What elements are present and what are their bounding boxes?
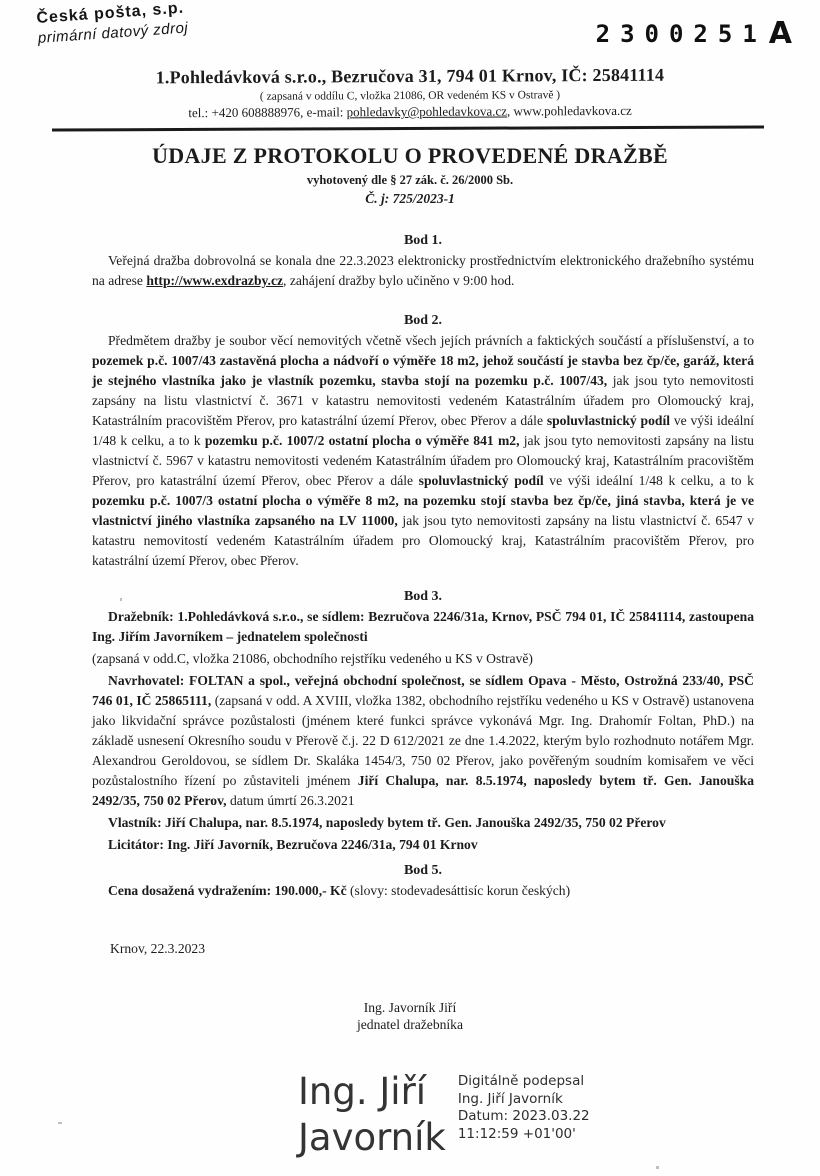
text-run: Dražebník: 1.Pohledávková s.r.o., se sídlem: Bezručova 2246/31a, Krnov, PSČ 794 01, IČ 25841114, zastoupena Ing. Jiřím Javorníkem – jednatelem společnosti <box>92 609 754 644</box>
text-run: (slovy: stodevadesáttisíc korun českých) <box>346 883 571 898</box>
text-run: pozemku p.č. 1007/3 ostatní plocha o výměře 8 m2, na pozemku stojí stavba bez čp/če, jiná stavba, která je ve vlastnictví jiného vlastníka zapsaného na LV 11000, <box>92 493 754 528</box>
signature-detail-line1: Digitálně podepsal <box>457 1073 585 1089</box>
text-run: ve výši ideální 1/48 k celku, a to k <box>543 473 754 488</box>
text-run: jak jsou tyto nemovitosti zapsány na listu vlastnictví č. 5967 v katastru nemovitosti vedeném Katastrálním úřadem pro Olomoucký kraj, Katastrálním pracovištěm Přerov, pro katastrální území Přerov, obec Přerov a dále <box>92 433 754 488</box>
header-divider-rule <box>52 125 764 131</box>
page-top-row <box>0 0 820 62</box>
letterhead-contact-line <box>0 102 820 122</box>
text-run: , zahájení dražby bylo učiněno v 9:00 hod. <box>283 273 515 288</box>
text-run: Navrhovatel: FOLTAN a spol., veřejná obchodní společnost, se sídlem Opava - Město, Ostrožná 233/40, PSČ 746 01, IČ 25865111, <box>92 673 754 708</box>
text-run: Cena dosažená vydražením: 190.000,- Kč <box>108 883 347 898</box>
document-title: ÚDAJE Z PROTOKOLU O PROVEDENÉ DRAŽBĚ <box>152 143 668 168</box>
scan-artifact-speck <box>58 1122 62 1124</box>
text-run: pozemek p.č. 1007/43 zastavěná plocha a nádvoří o výměře 18 m2, jehož součástí je stavba bez čp/če, garáž, která je stejného vlastníka jako je vlastník pozemku, stavba stojí na pozemku p.č. 1007/43, <box>92 353 754 388</box>
title-block <box>0 143 820 207</box>
postal-stamp-line1: Česká pošta, s.p. <box>36 0 185 27</box>
section-heading-bod1: Bod 1. <box>403 233 443 248</box>
text-run: spoluvlastnický podíl <box>546 413 671 428</box>
text-run: http://www.exdrazby.cz <box>146 273 284 288</box>
document-subtitle: vyhotovený dle § 27 zák. č. 26/2000 Sb. <box>306 173 514 187</box>
text-run: (zapsaná v odd.C, vložka 21086, obchodního rejstříku vedeného u KS v Ostravě) <box>92 651 533 666</box>
place-and-date: Krnov, 22.3.2023 <box>110 941 206 956</box>
reference-number: Č. j: 725/2023-1 <box>365 191 455 206</box>
paragraph-vlastnik <box>92 813 754 833</box>
document-number-digits: 2300251 <box>595 19 767 48</box>
postal-provider-stamp <box>36 0 189 47</box>
signer-block <box>0 999 820 1033</box>
section-heading-bod2: Bod 2. <box>403 313 443 328</box>
text-run: tel.: +420 608888976, e-mail: <box>188 104 347 121</box>
letterhead <box>0 64 820 122</box>
paragraph-drazebnik <box>92 607 754 647</box>
signature-detail-line2: Ing. Jiří Javorník <box>457 1090 563 1107</box>
signature-detail-line3: Datum: 2023.03.22 <box>457 1108 590 1124</box>
section-heading-bod3: Bod 3. <box>403 589 443 604</box>
text-run: Jiří Chalupa, nar. 8.5.1974, naposledy bytem tř. Gen. Janouška 2492/35, 750 02 Přerov, <box>92 773 754 808</box>
digital-signature-name <box>298 1069 446 1161</box>
digital-signature-details <box>458 1073 590 1143</box>
postal-stamp-line2: primární datový zdroj <box>37 19 189 47</box>
signer-role: jednatel dražebníka <box>356 1017 464 1032</box>
text-run: Předmětem dražby je soubor věcí nemovitých včetně všech jejích právních a faktických součástí a příslušenství, a to <box>108 333 754 348</box>
paragraph-bod2 <box>92 331 754 571</box>
text-run: jak jsou tyto nemovitosti zapsány na listu vlastnictví č. 3671 v katastru nemovitosti vedeném Katastrálním úřadem pro Olomoucký kraj, Katastrálním pracovištěm Přerov, pro katastrální území Přerov, obec Přerov a dále <box>92 373 755 428</box>
text-run: spoluvlastnický podíl <box>418 473 544 488</box>
section-heading-bod5: Bod 5. <box>403 863 443 878</box>
text-run: pozemku p.č. 1007/2 ostatní plocha o výměře 841 m2, <box>204 433 520 448</box>
paragraph-licitator <box>92 835 754 855</box>
text-run: datum úmrtí 26.3.2021 <box>226 793 355 808</box>
letterhead-registry-line: ( zapsaná v oddílu C, vložka 21086, OR vedeném KS v Ostravě ) <box>259 89 561 103</box>
scan-artifact-speck <box>120 598 122 601</box>
paragraph-drazebnik-note <box>92 649 754 669</box>
paragraph-cena <box>92 881 754 901</box>
text-run: Veřejná dražba dobrovolná se konala dne 22.3.2023 elektronicky prostřednictvím elektronického dražebního systému na adrese <box>92 253 754 288</box>
text-run: Vlastník: Jiří Chalupa, nar. 8.5.1974, naposledy bytem tř. Gen. Janouška 2492/35, 750 02 Přerov <box>108 815 666 830</box>
paragraph-navrhovatel <box>92 671 754 811</box>
scan-artifact-speck <box>656 1166 659 1169</box>
signer-name: Ing. Javorník Jiří <box>363 1000 457 1015</box>
text-run: Licitátor: Ing. Jiří Javorník, Bezručova 2246/31a, 794 01 Krnov <box>108 837 478 852</box>
text-run: ve výši ideální 1/48 k celku, a to k <box>92 413 754 448</box>
paragraph-bod1 <box>92 251 754 291</box>
document-number-letter: A <box>768 16 792 51</box>
text-run: jak jsou tyto nemovitosti zapsány na listu vlastnictví č. 6547 v katastru nemovitostí vedeném Katastrálním úřadem pro Olomoucký kraj, Katastrálním pracovištěm Přerov, pro katastrální území Přerov, obec Přerov. <box>92 513 754 568</box>
text-run: pohledavky@pohledavkova.cz <box>346 103 508 120</box>
letterhead-company-line: 1.Pohledávková s.r.o., Bezručova 31, 794 01 Krnov, IČ: 25841114 <box>155 64 665 88</box>
text-run: , www.pohledavkova.cz <box>506 102 632 119</box>
signature-detail-line4: 11:12:59 +01'00' <box>457 1125 576 1142</box>
text-run: (zapsaná v odd. A XVIII, vložka 1382, obchodního rejstříku vedeného u KS v Ostravě) ustanovena jako likvidační správce pozůstalosti (jménem které funkci správce vykonává Mgr. Ing. Drahomír Foltan, PhD.) na základě usnesení Okresního soudu v Přerově č.j. 22 D 612/2021 ze dne 1.4.2022, kterým bylo rozhodnuto notářem Mgr. Alexandrou Geroldovou, se sídlem Dr. Skaláka 1454/3, 750 02 Přerov, jako pověřeným soudním komisařem ve věci pozůstalostního řízení po zůstaviteli jménem <box>92 693 754 788</box>
digital-signature-block <box>298 1069 820 1161</box>
document-number-stamp <box>596 16 792 51</box>
digital-signature-name-line1: Ing. Jiří <box>298 1070 427 1113</box>
digital-signature-name-line2: Javorník <box>298 1116 446 1159</box>
document-body <box>0 233 820 901</box>
